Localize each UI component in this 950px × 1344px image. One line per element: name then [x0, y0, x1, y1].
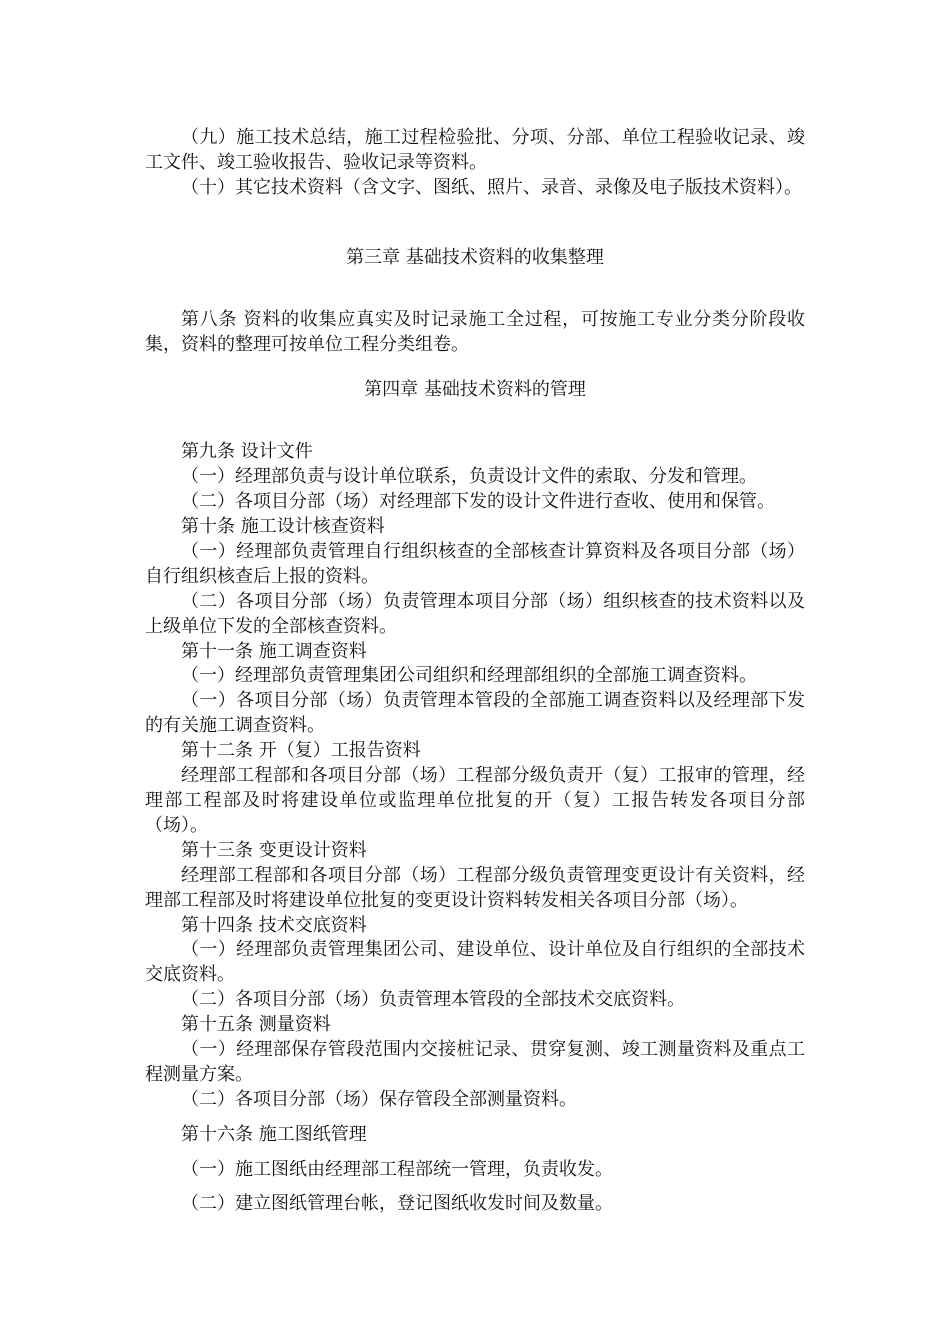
article-15-title: 第十五条 测量资料 — [181, 1014, 331, 1035]
article-9-item-1: （一）经理部负责与设计单位联系，负责设计文件的索取、分发和管理。 — [181, 466, 757, 487]
article-14-title: 第十四条 技术交底资料 — [181, 915, 367, 936]
article-10-item-2: （二）各项目分部（场）负责管理本项目分部（场）组织核查的技术资料以及上级单位下发的全部核查资料。 — [145, 591, 805, 637]
article-16-title: 第十六条 施工图纸管理 — [181, 1124, 367, 1145]
chapter-3-heading: 第三章 基础技术资料的收集整理 — [346, 247, 604, 268]
article-13-title: 第十三条 变更设计资料 — [181, 840, 367, 861]
article-12-title: 第十二条 开（复）工报告资料 — [181, 740, 421, 761]
article-10-title: 第十条 施工设计核查资料 — [181, 516, 385, 537]
article-11-title: 第十一条 施工调查资料 — [181, 641, 367, 662]
article-14-item-1: （一）经理部负责管理集团公司、建设单位、设计单位及自行组织的全部技术交底资料。 — [145, 939, 805, 985]
paragraph-item-9: （九）施工技术总结，施工过程检验批、分项、分部、单位工程验收记录、竣工文件、竣工验收报告、验收记录等资料。 — [145, 127, 805, 173]
article-13-body: 经理部工程部和各项目分部（场）工程部分级负责管理变更设计有关资料，经理部工程部及时将建设单位批复的变更设计资料转发相关各项目分部（场）。 — [145, 865, 805, 911]
article-9-item-2: （二）各项目分部（场）对经理部下发的设计文件进行查收、使用和保管。 — [181, 491, 775, 512]
paragraph-item-10: （十）其它技术资料（含文字、图纸、照片、录音、录像及电子版技术资料）。 — [181, 177, 802, 198]
article-10-item-1: （一）经理部负责管理自行组织核查的全部核查计算资料及各项目分部（场）自行组织核查后上报的资料。 — [145, 541, 805, 587]
article-16-item-1: （一）施工图纸由经理部工程部统一管理，负责收发。 — [181, 1159, 613, 1180]
chapter-4-heading: 第四章 基础技术资料的管理 — [364, 379, 586, 400]
article-15-item-1: （一）经理部保存管段范围内交接桩记录、贯穿复测、竣工测量资料及重点工程测量方案。 — [145, 1039, 805, 1085]
article-11-item-2: （一）各项目分部（场）负责管理本管段的全部施工调查资料以及经理部下发的有关施工调查资料。 — [145, 690, 805, 736]
article-9-title: 第九条 设计文件 — [181, 441, 313, 462]
article-11-item-1: （一）经理部负责管理集团公司组织和经理部组织的全部施工调查资料。 — [181, 665, 757, 686]
article-12-body: 经理部工程部和各项目分部（场）工程部分级负责开（复）工报审的管理，经理部工程部及时将建设单位或监理单位批复的开（复）工报告转发各项目分部（场）。 — [145, 765, 805, 836]
article-14-item-2: （二）各项目分部（场）负责管理本管段的全部技术交底资料。 — [181, 989, 685, 1010]
article-15-item-2: （二）各项目分部（场）保存管段全部测量资料。 — [181, 1089, 577, 1110]
article-8: 第八条 资料的收集应真实及时记录施工全过程，可按施工专业分类分阶段收集，资料的整理可按单位工程分类组卷。 — [145, 309, 805, 355]
article-16-item-2: （二）建立图纸管理台帐，登记图纸收发时间及数量。 — [181, 1193, 613, 1214]
